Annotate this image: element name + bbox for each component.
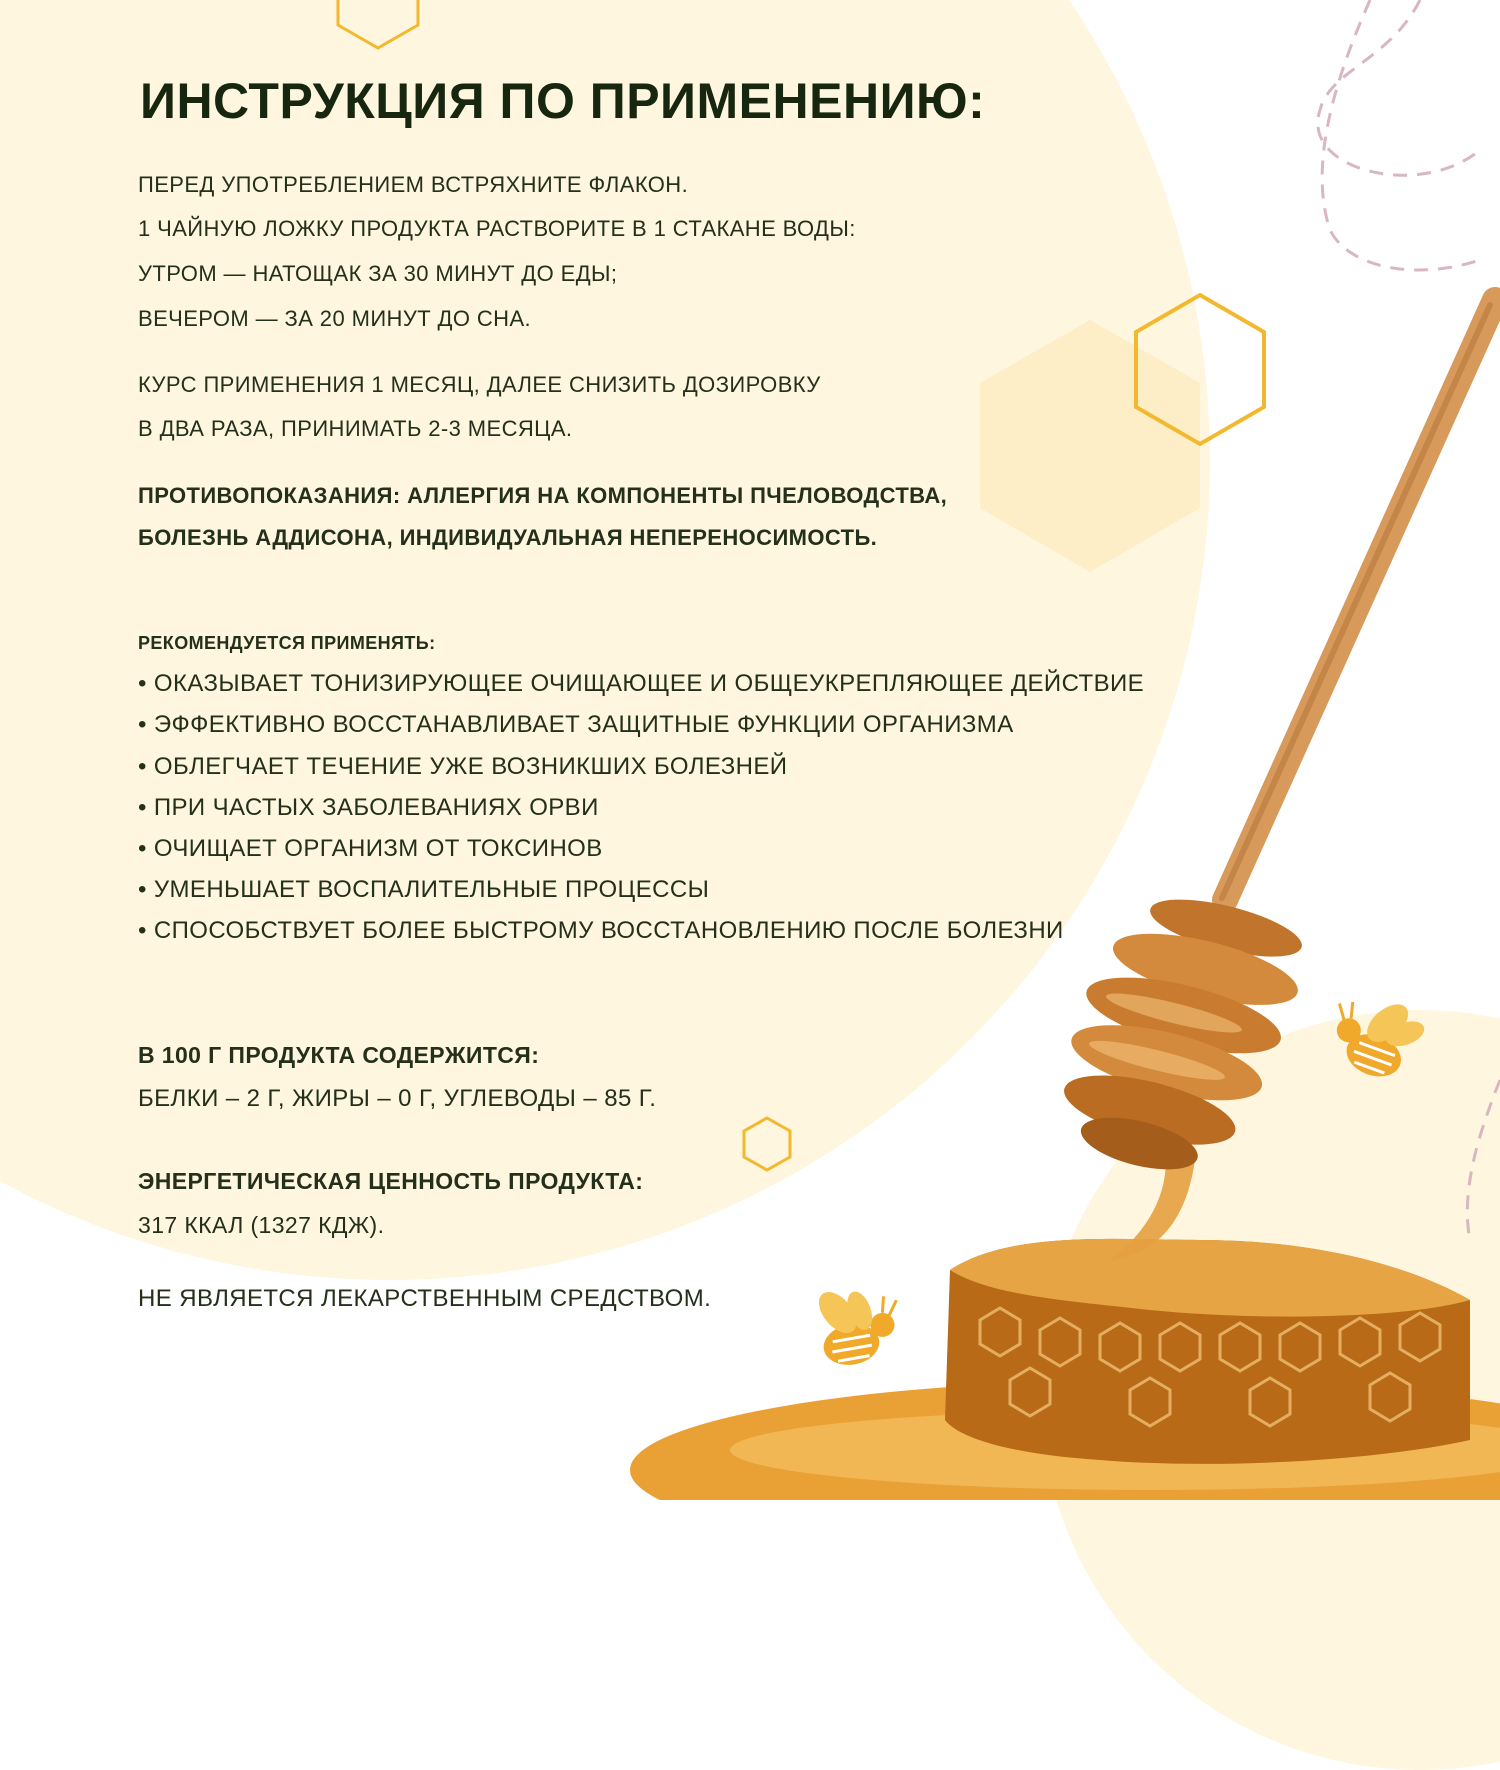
list-item: • ПРИ ЧАСТЫХ ЗАБОЛЕВАНИЯХ ОРВИ (138, 794, 599, 821)
energy-value: 317 ККАЛ (1327 КДЖ). (138, 1212, 385, 1238)
usage-line: УТРОМ — НАТОЩАК ЗА 30 МИНУТ ДО ЕДЫ; (138, 261, 618, 286)
energy-heading: ЭНЕРГЕТИЧЕСКАЯ ЦЕННОСТЬ ПРОДУКТА: (138, 1168, 644, 1194)
list-item: • УМЕНЬШАЕТ ВОСПАЛИТЕЛЬНЫЕ ПРОЦЕССЫ (138, 876, 710, 903)
nutrition-heading: В 100 Г ПРОДУКТА СОДЕРЖИТСЯ: (138, 1042, 540, 1068)
list-item: • ОБЛЕГЧАЕТ ТЕЧЕНИЕ УЖЕ ВОЗНИКШИХ БОЛЕЗНЕЙ (138, 753, 788, 780)
page-title: ИНСТРУКЦИЯ ПО ПРИМЕНЕНИЮ: (140, 73, 986, 129)
list-item: • ЭФФЕКТИВНО ВОССТАНАВЛИВАЕТ ЗАЩИТНЫЕ ФУНКЦИИ ОРГАНИЗМА (138, 711, 1014, 738)
usage-line: ВЕЧЕРОМ — ЗА 20 МИНУТ ДО СНА. (138, 306, 532, 331)
contraindications-line: ПРОТИВОПОКАЗАНИЯ: АЛЛЕРГИЯ НА КОМПОНЕНТЫ ПЧЕЛОВОДСТВА, (138, 483, 948, 508)
list-item: • СПОСОБСТВУЕТ БОЛЕЕ БЫСТРОМУ ВОССТАНОВЛЕНИЮ ПОСЛЕ БОЛЕЗНИ (138, 917, 1064, 944)
disclaimer: НЕ ЯВЛЯЕТСЯ ЛЕКАРСТВЕННЫМ СРЕДСТВОМ. (138, 1285, 712, 1312)
usage-line: 1 ЧАЙНУЮ ЛОЖКУ ПРОДУКТА РАСТВОРИТЕ В 1 СТАКАНЕ ВОДЫ: (138, 216, 856, 241)
contraindications-line: БОЛЕЗНЬ АДДИСОНА, ИНДИВИДУАЛЬНАЯ НЕПЕРЕНОСИМОСТЬ. (138, 525, 878, 550)
nutrition-value: БЕЛКИ – 2 Г, ЖИРЫ – 0 Г, УГЛЕВОДЫ – 85 Г. (138, 1085, 657, 1112)
course-line: КУРС ПРИМЕНЕНИЯ 1 МЕСЯЦ, ДАЛЕЕ СНИЗИТЬ ДОЗИРОВКУ (138, 372, 821, 397)
recommended-heading: РЕКОМЕНДУЕТСЯ ПРИМЕНЯТЬ: (138, 633, 436, 653)
usage-line: ПЕРЕД УПОТРЕБЛЕНИЕМ ВСТРЯХНИТЕ ФЛАКОН. (138, 172, 689, 197)
list-item: • ОЧИЩАЕТ ОРГАНИЗМ ОТ ТОКСИНОВ (138, 835, 603, 862)
course-line: В ДВА РАЗА, ПРИНИМАТЬ 2-3 МЕСЯЦА. (138, 416, 573, 441)
list-item: • ОКАЗЫВАЕТ ТОНИЗИРУЮЩЕЕ ОЧИЩАЮЩЕЕ И ОБЩЕУКРЕПЛЯЮЩЕЕ ДЕЙСТВИЕ (138, 670, 1145, 697)
